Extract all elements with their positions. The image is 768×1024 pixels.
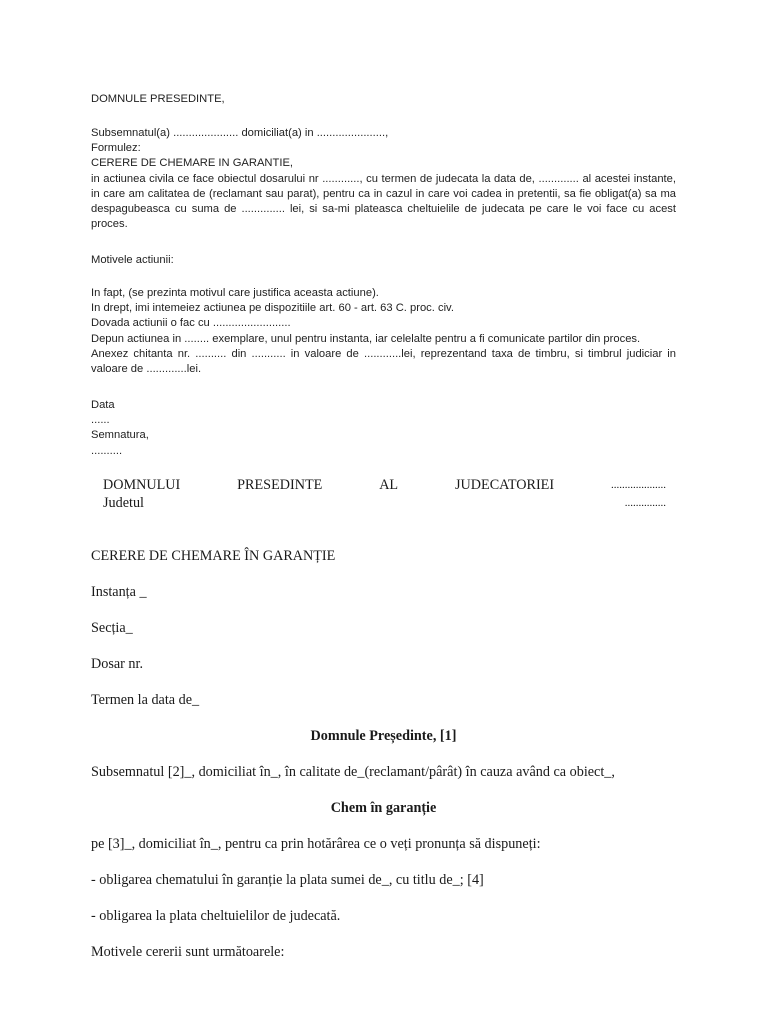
sectia-line: Secția_ [91,620,133,636]
obligation-line: - obligarea la plata cheltuielilor de judecată. [91,908,341,924]
subsemnatul-line: Subsemnatul(a) ..................... domiciliat(a) in ......................, [91,127,389,139]
county-row [103,495,666,512]
date-dots: ...... [91,414,110,427]
motives-label: Motivele actiunii: [91,254,174,266]
header-dots: .................... [610,479,666,491]
motive-line: In drept, imi intemeiez actiunea pe dispozitiile art. 60 - art. 63 C. proc. civ. [91,302,454,315]
header-word: AL [379,477,399,493]
motives-block [91,286,676,377]
subsemnatul-paragraph: Subsemnatul [2]_, domiciliat în_, în calitate de_(reclamant/pârât) în cauza având ca obiect_, [91,764,615,780]
motive-line: Depun actiunea in ........ exemplare, unul pentru instanta, iar celelalte pentru a fi comunicate partilor din proces. [91,332,641,345]
motive-heading: Motivele cererii sunt următoarele: [91,944,285,960]
body-paragraph: in actiunea civila ce face obiectul dosarului nr ............, cu termen de judecata la data de, ............. al acestei instante, in care am calitatea de (reclamant sau parat), pentru ca in cazul in care voi cadea in pretentii, sa fie obligat(a) sa ma despagubeasca cu suma de .............. lei, si sa-mi plateasca cheltuielile de judecata pe care le voi face cu acest proces. [91,172,676,231]
header-word: JUDECATORIEI [455,477,555,493]
section2-title: CERERE DE CHEMARE ÎN GARANȚIE [91,548,336,564]
greeting: DOMNULE PRESEDINTE, [91,93,225,105]
formulez-line: Formulez: [91,142,141,155]
intro-block [91,126,676,232]
header-word: PRESEDINTE [237,477,323,493]
annex-paragraph: Anexez chitanta nr. .......... din ........... in valoare de ............lei, reprezentand taxa de timbru, si timbrul judiciar in valoare de .............lei. [91,347,676,376]
cerere-line: CERERE DE CHEMARE IN GARANTIE, [91,157,294,170]
pe-line: pe [3]_, domiciliat în_, pentru ca prin hotărârea ce o veți pronunța să dispuneți: [91,836,541,852]
county-label: Judetul [103,495,144,511]
signature-label: Semnatura, [91,429,149,442]
date-block [91,398,676,459]
dosar-line: Dosar nr. [91,656,144,672]
county-dots: ............... [624,497,666,509]
termen-line: Termen la data de_ [91,692,200,708]
date-label: Data [91,399,115,411]
motive-line: In fapt, (se prezinta motivul care justifica aceasta actiune). [91,287,379,299]
obligation-line: - obligarea chematului în garanție la plata sumei de_, cu titlu de_; [4] [91,872,484,888]
court-header-row [103,477,666,494]
instanta-line: Instanța _ [91,584,147,600]
address-heading: Domnule Președinte, [1] [310,728,457,744]
chem-heading: Chem în garanție [330,800,437,816]
motive-line: Dovada actiunii o fac cu ......................... [91,317,291,330]
signature-dots: .......... [91,444,123,457]
header-word: DOMNULUI [103,477,181,493]
